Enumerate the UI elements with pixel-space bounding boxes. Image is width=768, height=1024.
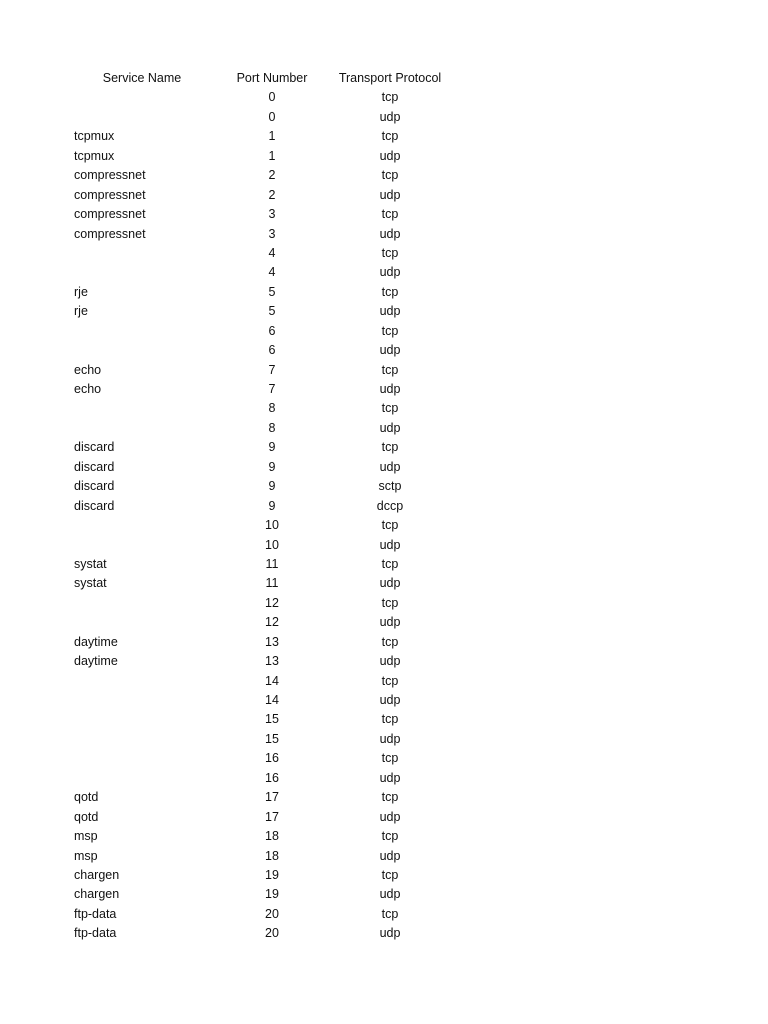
table-row (0, 88, 768, 107)
port-number-cell: 14 (265, 693, 279, 707)
table-row (0, 127, 768, 146)
port-number-cell: 15 (265, 712, 279, 727)
table-body (0, 88, 768, 943)
service-name-cell: echo (74, 362, 102, 377)
header-service-name: Service Name (102, 71, 182, 85)
port-number-cell: 8 (268, 401, 276, 416)
transport-protocol-cell: udp (379, 420, 401, 435)
transport-protocol-cell: tcp (381, 634, 399, 649)
transport-protocol-cell: udp (379, 887, 401, 902)
table-row (0, 322, 768, 341)
transport-protocol-cell: tcp (381, 362, 399, 377)
table-row (0, 399, 768, 418)
port-number-cell: 20 (265, 926, 279, 941)
service-name-cell: ftp-data (74, 906, 117, 921)
service-name-cell: msp (74, 829, 98, 844)
port-number-cell: 19 (265, 867, 279, 882)
table-row (0, 633, 768, 652)
table-row (0, 205, 768, 224)
port-number-cell: 5 (268, 284, 276, 299)
transport-protocol-cell: udp (379, 926, 401, 941)
port-table (0, 69, 768, 944)
table-row (0, 458, 768, 477)
transport-protocol-cell: udp (379, 226, 401, 241)
header-port-number: Port Number (236, 71, 308, 85)
port-number-cell: 7 (268, 362, 276, 377)
port-number-cell: 16 (265, 770, 279, 785)
transport-protocol-cell: udp (379, 654, 401, 669)
port-number-cell: 4 (268, 265, 276, 280)
table-row (0, 419, 768, 438)
service-name-cell: daytime (74, 634, 118, 649)
port-number-cell: 5 (268, 304, 276, 319)
table-row (0, 788, 768, 807)
table-row (0, 769, 768, 788)
table-row (0, 302, 768, 321)
table-row (0, 536, 768, 555)
transport-protocol-cell: udp (379, 809, 401, 824)
port-number-cell: 9 (268, 498, 276, 513)
port-number-cell: 17 (265, 790, 279, 805)
port-number-cell: 12 (265, 595, 279, 610)
port-number-cell: 13 (265, 634, 279, 649)
table-row (0, 574, 768, 593)
service-name-cell: daytime (74, 654, 118, 669)
transport-protocol-cell: tcp (381, 906, 399, 921)
table-row (0, 652, 768, 671)
port-number-cell: 18 (265, 848, 279, 863)
port-number-cell: 0 (268, 109, 276, 124)
service-name-cell: rje (74, 284, 88, 299)
port-number-cell: 18 (265, 829, 279, 844)
service-name-cell: discard (74, 498, 115, 513)
transport-protocol-cell: udp (379, 848, 401, 863)
transport-protocol-cell: tcp (381, 595, 399, 610)
transport-protocol-cell: tcp (381, 90, 399, 105)
service-name-cell: chargen (74, 867, 120, 882)
transport-protocol-cell: udp (379, 304, 401, 319)
table-row (0, 672, 768, 691)
service-name-cell: msp (74, 848, 98, 863)
transport-protocol-cell: udp (379, 770, 401, 785)
port-number-cell: 11 (265, 576, 279, 591)
service-name-cell: tcpmux (74, 148, 115, 163)
service-name-cell: systat (74, 556, 107, 571)
transport-protocol-cell: tcp (381, 790, 399, 805)
port-number-cell: 0 (268, 90, 276, 105)
service-name-cell: discard (74, 440, 115, 455)
header-transport-protocol: Transport Protocol (338, 71, 442, 85)
table-row (0, 691, 768, 710)
table-row (0, 885, 768, 904)
port-number-cell: 1 (268, 148, 276, 163)
transport-protocol-cell: udp (379, 731, 401, 746)
service-name-cell: qotd (74, 809, 99, 824)
table-header-row (0, 69, 768, 88)
transport-protocol-cell: udp (379, 343, 401, 358)
port-number-cell: 4 (268, 245, 276, 260)
service-name-cell: tcpmux (74, 129, 115, 144)
transport-protocol-cell: udp (379, 615, 401, 630)
transport-protocol-cell: tcp (381, 673, 399, 688)
port-number-cell: 9 (268, 440, 276, 455)
service-name-cell: discard (74, 459, 115, 474)
table-row (0, 477, 768, 496)
port-number-cell: 3 (268, 207, 276, 222)
table-row (0, 438, 768, 457)
port-number-cell: 6 (268, 343, 276, 358)
table-row (0, 108, 768, 127)
transport-protocol-cell: udp (379, 537, 401, 552)
table-row (0, 380, 768, 399)
transport-protocol-cell: tcp (381, 245, 399, 260)
port-number-cell: 12 (265, 615, 279, 630)
transport-protocol-cell: udp (379, 265, 401, 280)
port-number-cell: 19 (265, 887, 279, 902)
transport-protocol-cell: udp (379, 693, 401, 707)
transport-protocol-cell: tcp (381, 168, 399, 183)
table-row (0, 866, 768, 885)
transport-protocol-cell: tcp (381, 556, 399, 571)
table-row (0, 263, 768, 282)
transport-protocol-cell: tcp (381, 440, 399, 455)
transport-protocol-cell: tcp (381, 207, 399, 222)
transport-protocol-cell: tcp (381, 829, 399, 844)
table-row (0, 283, 768, 302)
port-number-cell: 7 (268, 382, 276, 396)
port-number-cell: 20 (265, 906, 279, 921)
transport-protocol-cell: sctp (378, 479, 402, 494)
table-row (0, 244, 768, 263)
port-number-cell: 15 (265, 731, 279, 746)
table-row (0, 905, 768, 924)
transport-protocol-cell: tcp (381, 867, 399, 882)
port-number-cell: 8 (268, 420, 276, 435)
service-name-cell: rje (74, 304, 88, 319)
transport-protocol-cell: tcp (381, 401, 399, 416)
transport-protocol-cell: udp (379, 459, 401, 474)
port-number-cell: 6 (268, 323, 276, 338)
port-number-cell: 9 (268, 479, 276, 494)
port-number-cell: 2 (268, 168, 276, 183)
port-number-cell: 14 (265, 673, 279, 688)
service-name-cell: chargen (74, 887, 120, 902)
transport-protocol-cell: tcp (381, 518, 399, 533)
port-number-cell: 13 (265, 654, 279, 669)
transport-protocol-cell: tcp (381, 129, 399, 144)
port-number-cell: 10 (265, 518, 279, 533)
table-row (0, 710, 768, 729)
transport-protocol-cell: tcp (381, 284, 399, 299)
table-row (0, 147, 768, 166)
table-row (0, 341, 768, 360)
table-row (0, 808, 768, 827)
table-row (0, 497, 768, 516)
transport-protocol-cell: udp (379, 382, 401, 396)
table-row (0, 186, 768, 205)
service-name-cell: discard (74, 479, 115, 494)
transport-protocol-cell: tcp (381, 323, 399, 338)
table-row (0, 613, 768, 632)
port-number-cell: 11 (265, 556, 279, 571)
port-number-cell: 17 (265, 809, 279, 824)
table-row (0, 361, 768, 380)
service-name-cell: compressnet (74, 187, 146, 202)
table-row (0, 749, 768, 768)
table-row (0, 225, 768, 244)
transport-protocol-cell: udp (379, 148, 401, 163)
transport-protocol-cell: udp (379, 109, 401, 124)
service-name-cell: compressnet (74, 226, 146, 241)
table-row (0, 516, 768, 535)
transport-protocol-cell: udp (379, 576, 401, 591)
port-number-cell: 16 (265, 751, 279, 766)
transport-protocol-cell: tcp (381, 712, 399, 727)
service-name-cell: qotd (74, 790, 99, 805)
table-row (0, 594, 768, 613)
table-row (0, 924, 768, 943)
transport-protocol-cell: tcp (381, 751, 399, 766)
service-name-cell: compressnet (74, 168, 146, 183)
table-row (0, 166, 768, 185)
service-name-cell: compressnet (74, 207, 146, 222)
table-row (0, 847, 768, 866)
service-name-cell: echo (74, 382, 102, 396)
port-number-cell: 3 (268, 226, 276, 241)
port-number-cell: 10 (265, 537, 279, 552)
table-row (0, 827, 768, 846)
port-number-cell: 2 (268, 187, 276, 202)
port-number-cell: 9 (268, 459, 276, 474)
transport-protocol-cell: udp (379, 187, 401, 202)
table-row (0, 555, 768, 574)
service-name-cell: systat (74, 576, 107, 591)
port-number-cell: 1 (268, 129, 276, 144)
table-row (0, 730, 768, 749)
service-name-cell: ftp-data (74, 926, 117, 941)
transport-protocol-cell: dccp (376, 498, 404, 513)
